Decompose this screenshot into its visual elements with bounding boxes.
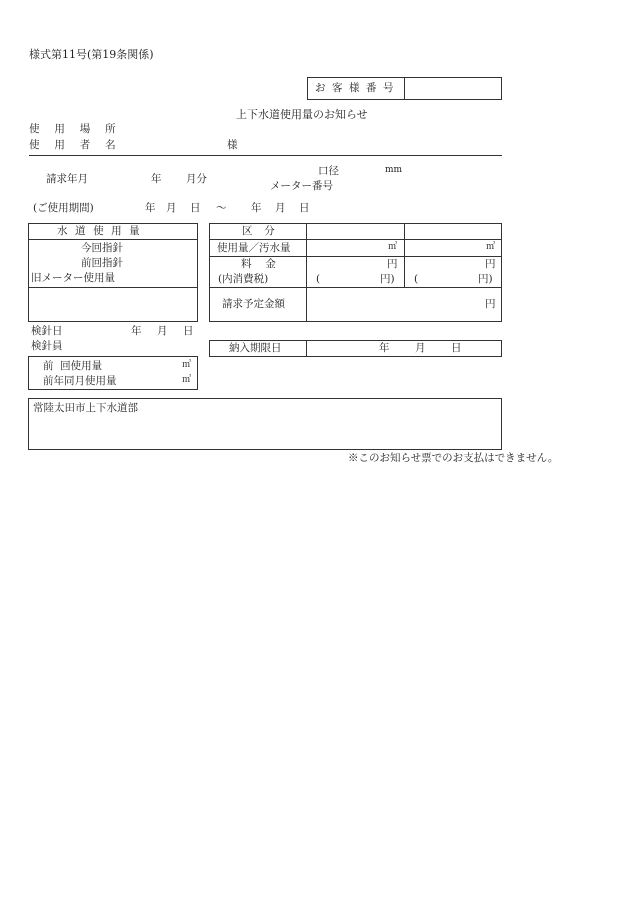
- meter-number-label: メーター番号: [270, 180, 333, 192]
- billing-year-unit: 年: [151, 173, 162, 185]
- tax-label: (内消費税): [218, 273, 269, 285]
- reading-date-year: 年: [131, 325, 142, 337]
- charge-table-line2: [209, 256, 502, 257]
- estimated-billing-label: 請求予定金額: [222, 298, 285, 310]
- name-underline: [29, 155, 502, 156]
- same-month-last-year-label: 前年同月使用量: [43, 375, 117, 387]
- previous-usage-label: 前 回使用量: [43, 360, 103, 372]
- page-title: 上下水道使用量のお知らせ: [236, 108, 368, 121]
- charge-table-line3: [209, 287, 502, 288]
- period-start-month: 月: [166, 202, 177, 214]
- water-usage-mid-line: [28, 287, 198, 288]
- charge-table-col1: [306, 223, 307, 322]
- tax-yen-sewer: 円): [478, 273, 493, 285]
- diameter-label: 口径: [318, 165, 339, 177]
- usage-unit-sewer: ㎥: [486, 242, 496, 252]
- water-usage-header: 水 道 使 用 量: [57, 225, 142, 237]
- due-date-label: 納入期限日: [229, 342, 282, 354]
- billing-month-unit: 月分: [186, 173, 207, 185]
- due-date-year: 年: [379, 342, 390, 354]
- usage-row-label: 使用量／汚水量: [217, 242, 291, 254]
- fee-label: 料 金: [241, 258, 282, 270]
- current-reading-label: 今回指針: [81, 242, 123, 254]
- period-end-year: 年: [251, 202, 262, 214]
- period-start-year: 年: [145, 202, 156, 214]
- period-tilde: 〜: [216, 202, 227, 214]
- usage-unit-water: ㎥: [388, 242, 398, 252]
- reading-date-month: 月: [157, 325, 168, 337]
- period-end-month: 月: [275, 202, 286, 214]
- issuer-name: 常陸太田市上下水道部: [33, 402, 138, 414]
- period-end-day: 日: [299, 202, 310, 214]
- previous-usage-unit: ㎥: [182, 360, 192, 370]
- user-name-label: 使 用 者 名: [29, 139, 122, 151]
- charge-table-col2: [404, 223, 405, 287]
- estimated-billing-yen: 円: [485, 298, 496, 310]
- payment-notice: ※このお知らせ票でのお支払はできません。: [348, 452, 559, 464]
- reading-date-label: 検針日: [31, 325, 63, 337]
- due-date-day: 日: [451, 342, 462, 354]
- diameter-unit: mm: [385, 165, 403, 175]
- reading-date-day: 日: [183, 325, 194, 337]
- tax-paren-open-water: (: [316, 273, 321, 285]
- tax-paren-open-sewer: (: [414, 273, 419, 285]
- previous-reading-label: 前回指針: [81, 257, 123, 269]
- honorific: 様: [227, 139, 238, 151]
- meter-reader-label: 検針員: [31, 340, 63, 352]
- period-start-day: 日: [190, 202, 201, 214]
- form-number: 様式第11号(第19条関係): [29, 48, 154, 61]
- fee-yen-water: 円: [387, 258, 398, 270]
- old-meter-usage-label: 旧メーター使用量: [31, 272, 115, 284]
- fee-yen-sewer: 円: [485, 258, 496, 270]
- category-header: 区 分: [242, 225, 279, 237]
- due-date-divider: [306, 340, 307, 357]
- period-label: (ご使用期間): [33, 202, 94, 214]
- water-usage-header-line: [28, 239, 198, 240]
- billing-month-label: 請求年月: [46, 173, 88, 185]
- same-month-last-year-unit: ㎥: [182, 375, 192, 385]
- usage-place-label: 使 用 場 所: [29, 123, 122, 135]
- tax-yen-water: 円): [380, 273, 395, 285]
- due-date-month: 月: [415, 342, 426, 354]
- charge-table-line1: [209, 239, 502, 240]
- customer-number-label: お 客 様 番 号: [315, 82, 396, 94]
- customer-number-divider: [404, 77, 405, 100]
